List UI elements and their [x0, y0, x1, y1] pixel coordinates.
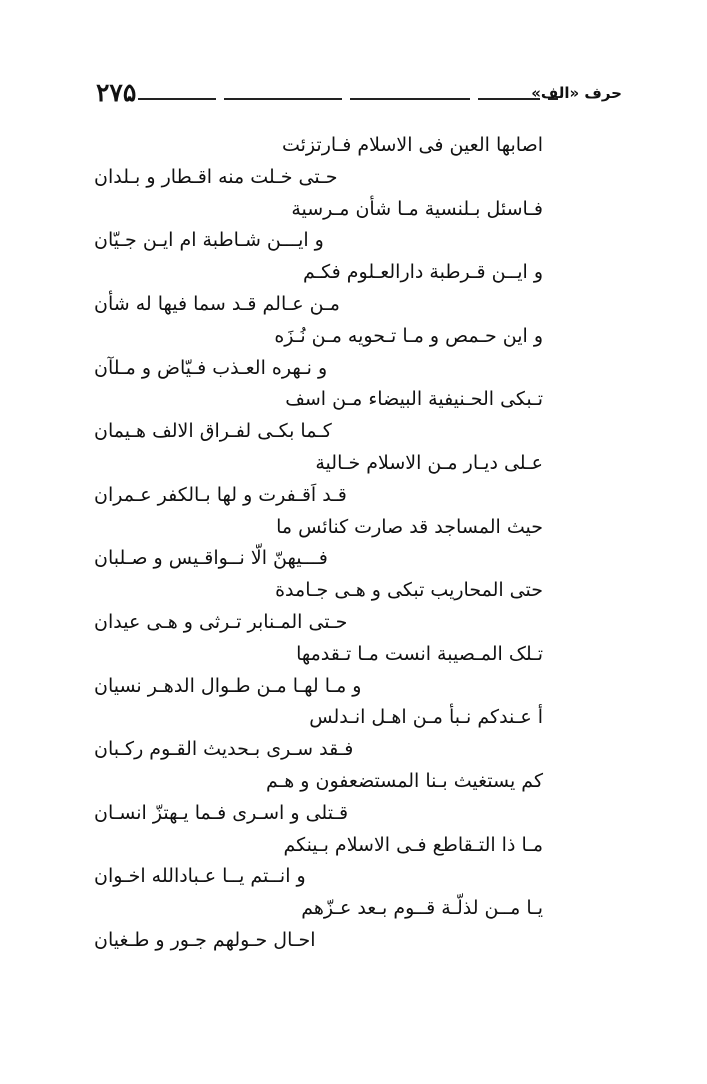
- verse-second-hemistich: فـقد سـری بـحديث القـوم ركـبان: [94, 738, 354, 761]
- verse-second-hemistich: قـد اَقـفرت و لها بـالكفر عـمران: [94, 483, 347, 506]
- verse-second-hemistich: و نـهره العـذب فـیّاض و مـلآن: [94, 356, 328, 379]
- verse-first-hemistich: اصابها العين فی الاسلام فـارتزئت: [281, 134, 543, 156]
- verse-first-hemistich: أ عـندكم نـبأ مـن اهـل انـدلس: [309, 706, 543, 729]
- verse-second-hemistich: حـتی خـلت منه اقـطار و بـلدان: [94, 165, 338, 188]
- verse-first-hemistich: حيث المساجد قد صارت كنائس ما: [276, 515, 543, 538]
- verse-first-hemistich: كم يستغيث بـنا المستضعفون و هـم: [266, 770, 543, 792]
- verse-first-hemistich: تـبکی الحـنيفية البيضاء مـن اسف: [285, 388, 543, 411]
- verse-second-hemistich: و ايـــن شـاطبة ام ايـن جـیّان: [94, 229, 324, 252]
- verse-second-hemistich: مـن عـالم قـد سما فيها له شأن: [94, 293, 340, 315]
- verse-first-hemistich: و اين حـمص و مـا تـحويه مـن نُـزَه: [274, 324, 543, 347]
- verse-first-hemistich: حتی المحاريب تبكی و هـی جـامدة: [275, 579, 543, 602]
- verse-second-hemistich: قـتلی و اسـری فـما يـهتزّ انسـان: [94, 801, 349, 824]
- verse-second-hemistich: حـتی المـنابر تـرثی و هـی عيدان: [94, 611, 348, 633]
- verse-first-hemistich: و ايــن قـرطبة دارالعـلوم فكـم: [302, 261, 543, 284]
- page-number: ۲۷۵: [96, 78, 137, 107]
- running-head: حرف «الف»: [531, 84, 622, 102]
- verse-second-hemistich: فـــيهنّ الّا نــواقـيس و صـلبان: [94, 547, 328, 570]
- verse-second-hemistich: احـال حـولهم جـور و طـغيان: [94, 929, 316, 951]
- verse-first-hemistich: تـلک المـصيبة انست مـا تـقدمها: [296, 642, 543, 665]
- verse-first-hemistich: مـا ذا التـقاطع فـی الاسلام بـينكم: [283, 833, 543, 856]
- verse-second-hemistich: و مـا لهـا مـن طـوال الدهـر نسيان: [94, 674, 362, 697]
- verse-second-hemistich: و انــتم يــا عـبادالله اخـوان: [94, 865, 306, 888]
- verse-first-hemistich: يـا مــن لذلّـة قــوم بـعد عـزّهم: [301, 897, 543, 920]
- verse-second-hemistich: كـما بكـی لفـراق الالف هـيمان: [94, 420, 332, 443]
- verse-first-hemistich: عـلی ديـار مـن الاسلام خـالية: [315, 452, 543, 474]
- verse-first-hemistich: فـاسئل بـلنسية مـا شأن مـرسية: [291, 197, 543, 220]
